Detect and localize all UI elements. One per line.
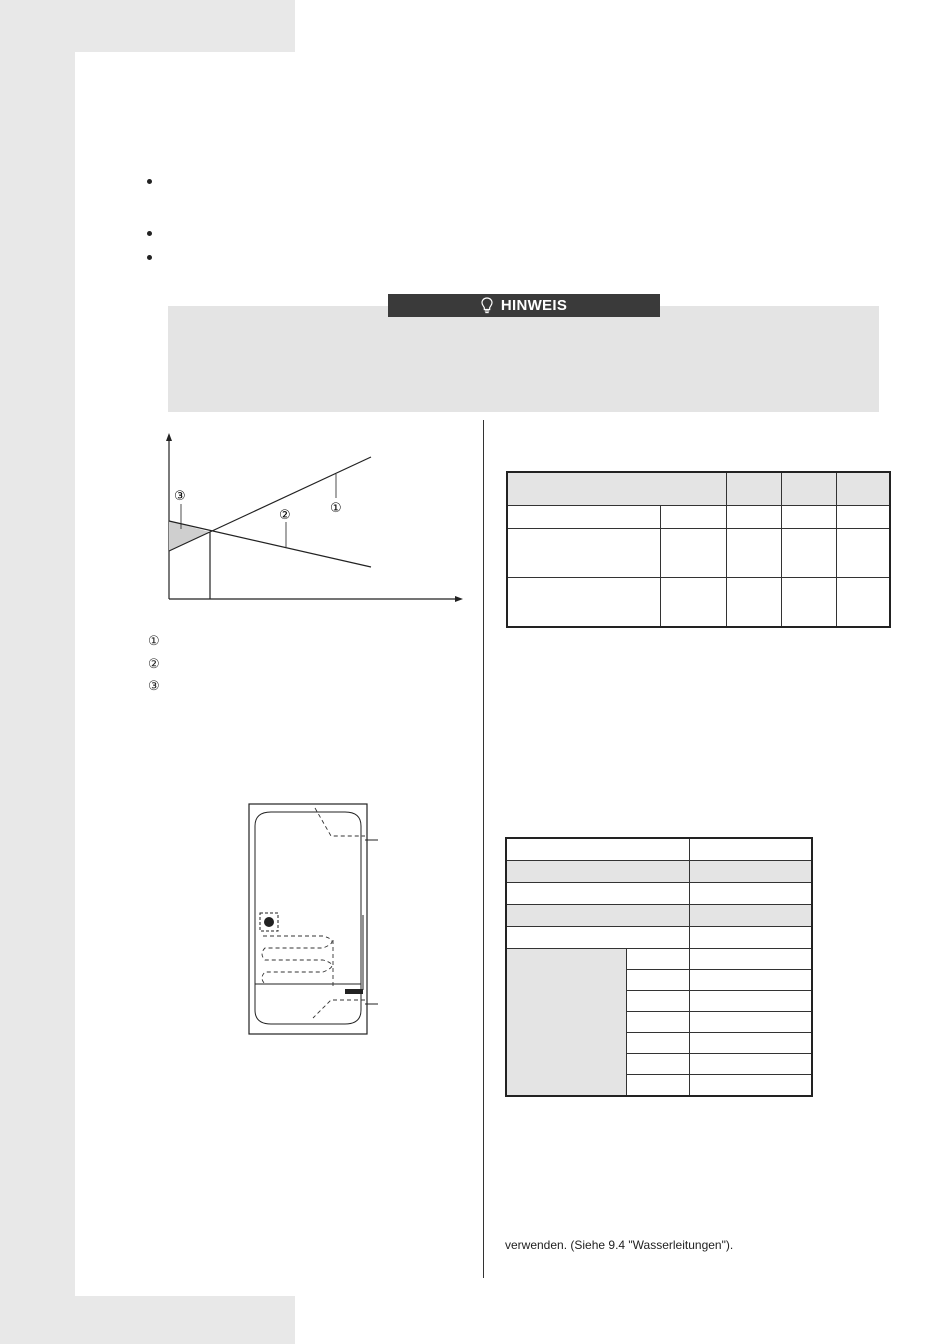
page-tab-bottom bbox=[295, 1296, 950, 1344]
legend-item-2: ② bbox=[148, 656, 160, 671]
table-row bbox=[507, 506, 890, 529]
table-cell bbox=[690, 991, 812, 1012]
table-cell bbox=[690, 838, 812, 861]
table-cell bbox=[690, 905, 812, 927]
table-cell bbox=[726, 578, 781, 628]
callout-3: ③ bbox=[174, 489, 186, 504]
table-cell bbox=[626, 970, 690, 991]
bullet-point bbox=[147, 255, 152, 260]
table-cell bbox=[690, 861, 812, 883]
table-row bbox=[506, 861, 812, 883]
table-cell bbox=[660, 529, 726, 578]
table-cell bbox=[726, 506, 781, 529]
table-row bbox=[506, 905, 812, 927]
line-2 bbox=[169, 521, 371, 567]
table-cell bbox=[626, 1054, 690, 1075]
table-cell bbox=[506, 927, 690, 949]
heater-element bbox=[345, 989, 363, 994]
spec-table-2 bbox=[505, 837, 813, 1097]
table-cell bbox=[836, 472, 890, 506]
table-cell bbox=[781, 578, 836, 628]
closing-text: verwenden. (Siehe 9.4 "Wasserleitungen"). bbox=[505, 1238, 734, 1252]
table-cell bbox=[690, 970, 812, 991]
table-cell bbox=[506, 905, 690, 927]
table-cell bbox=[507, 529, 660, 578]
table-cell bbox=[836, 529, 890, 578]
table-cell bbox=[836, 578, 890, 628]
heating-coil bbox=[262, 936, 332, 984]
bullet-point bbox=[147, 179, 152, 184]
callout-1: ① bbox=[330, 501, 342, 516]
callout-2: ② bbox=[279, 508, 291, 523]
table-cell bbox=[626, 1033, 690, 1054]
table-cell bbox=[626, 1012, 690, 1033]
table-cell bbox=[506, 861, 690, 883]
table-header-row bbox=[507, 472, 890, 506]
page-sheet bbox=[75, 52, 950, 1296]
table-cell bbox=[690, 1054, 812, 1075]
water-tank-diagram bbox=[245, 800, 385, 1040]
x-axis-arrow bbox=[455, 596, 463, 602]
table-cell bbox=[726, 472, 781, 506]
table-cell bbox=[506, 883, 690, 905]
table-cell bbox=[506, 838, 690, 861]
page-tab-top bbox=[295, 0, 950, 52]
temperature-diagram bbox=[150, 430, 470, 610]
table-cell bbox=[507, 506, 660, 529]
bottom-pipe bbox=[313, 1000, 365, 1018]
table-row bbox=[507, 529, 890, 578]
column-divider bbox=[483, 420, 484, 1278]
table-cell bbox=[507, 472, 726, 506]
spec-table-1 bbox=[506, 471, 891, 628]
table-cell bbox=[690, 1012, 812, 1033]
legend-item-1: ① bbox=[148, 633, 160, 648]
table-cell bbox=[626, 991, 690, 1012]
sensor-dot bbox=[264, 917, 274, 927]
table-cell bbox=[726, 529, 781, 578]
table-group-cell bbox=[506, 949, 626, 1097]
table-row bbox=[506, 883, 812, 905]
table-cell bbox=[690, 927, 812, 949]
table-cell bbox=[690, 1033, 812, 1054]
table-cell bbox=[626, 949, 690, 970]
y-axis-arrow bbox=[166, 433, 172, 441]
table-cell bbox=[781, 472, 836, 506]
table-cell bbox=[836, 506, 890, 529]
note-banner bbox=[388, 294, 660, 317]
table-cell bbox=[690, 883, 812, 905]
table-cell bbox=[626, 1075, 690, 1097]
table-cell bbox=[660, 506, 726, 529]
bullet-point bbox=[147, 231, 152, 236]
table-cell bbox=[781, 506, 836, 529]
table-cell bbox=[507, 578, 660, 628]
table-row bbox=[506, 949, 812, 970]
lightbulb-icon bbox=[481, 297, 493, 314]
legend-item-3: ③ bbox=[148, 678, 160, 693]
table-cell bbox=[690, 949, 812, 970]
table-cell bbox=[781, 529, 836, 578]
table-row bbox=[506, 838, 812, 861]
table-cell bbox=[690, 1075, 812, 1097]
table-cell bbox=[660, 578, 726, 628]
table-row bbox=[506, 927, 812, 949]
table-row bbox=[507, 578, 890, 628]
note-title: HINWEIS bbox=[500, 297, 568, 314]
note-box bbox=[168, 306, 879, 412]
